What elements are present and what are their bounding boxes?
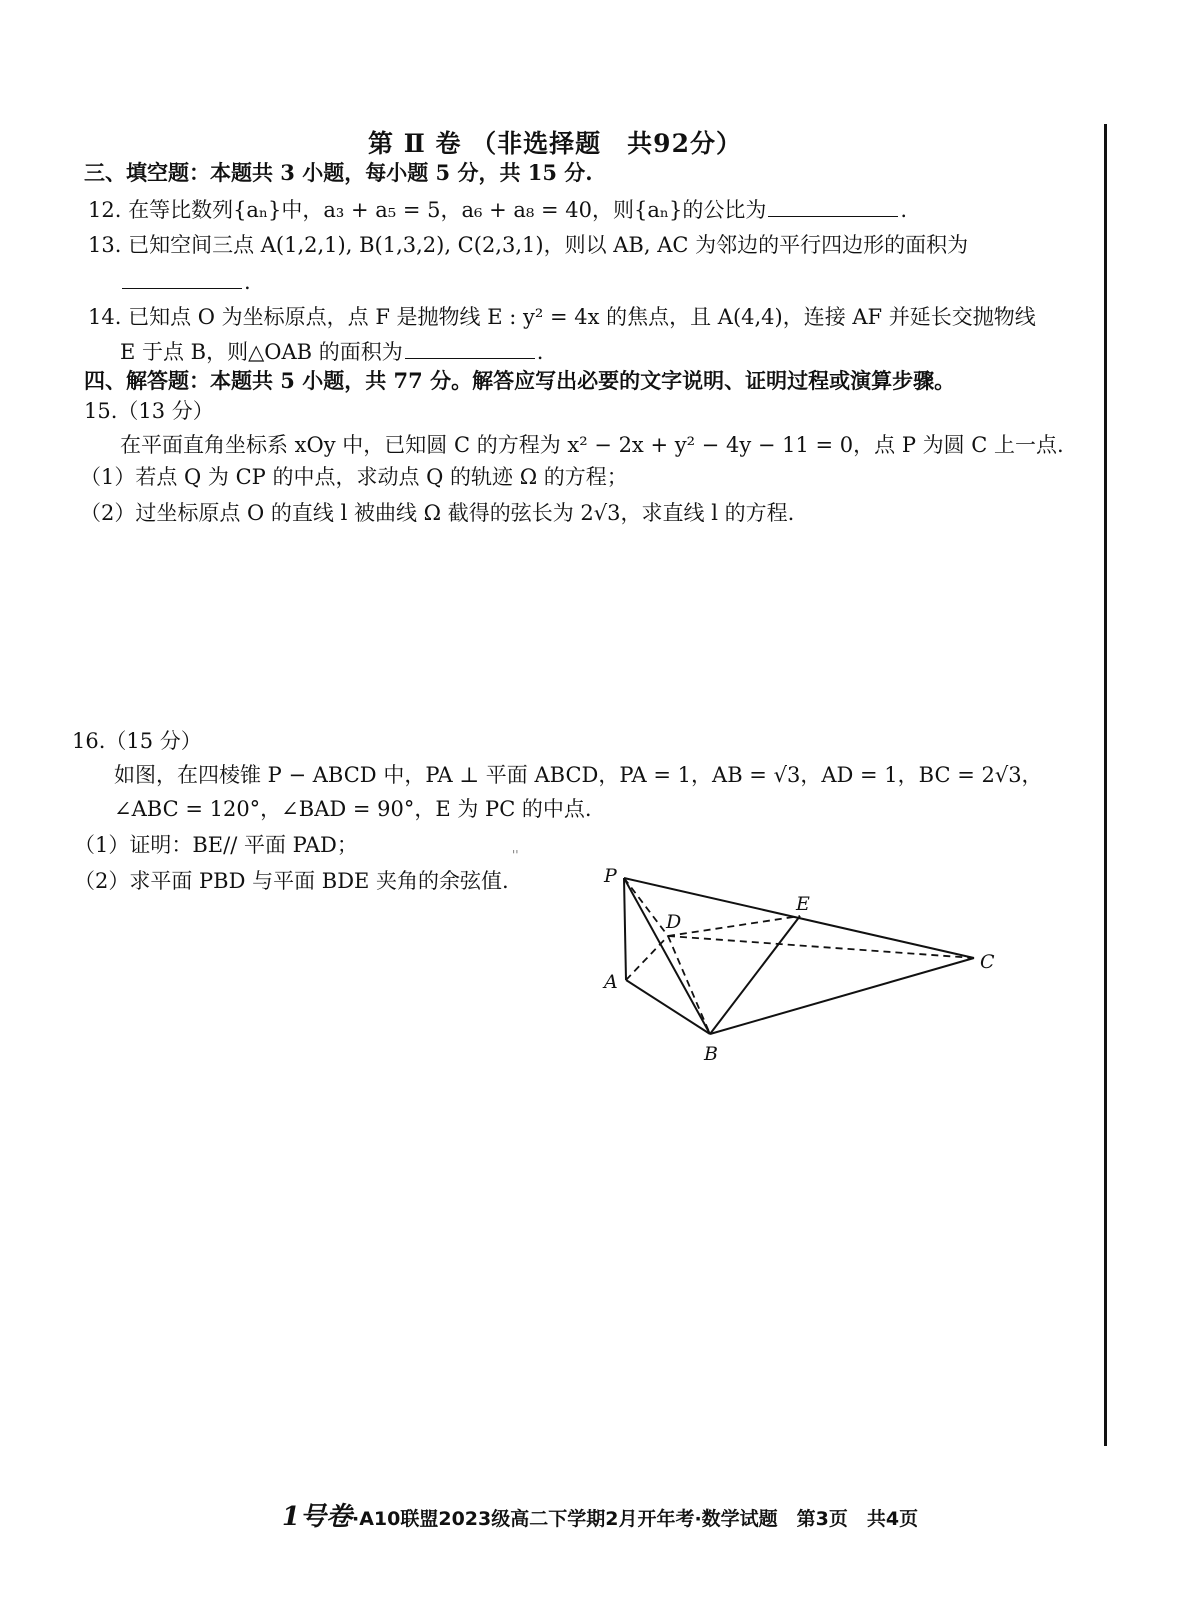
question-14-line1: 14. 已知点 O 为坐标原点，点 F 是抛物线 E : y² = 4x 的焦点，且 A(4,4)，连接 AF 并延长交抛物线 xyxy=(88,305,1036,329)
edge-DB xyxy=(668,936,710,1034)
label-B: B xyxy=(704,1043,718,1065)
question-12-end: . xyxy=(900,198,908,222)
section-3-heading: 三、填空题：本题共 3 小题，每小题 5 分，共 15 分. xyxy=(84,160,593,185)
edge-BC xyxy=(710,958,974,1034)
question-14-line2: E 于点 B，则△OAB 的面积为 xyxy=(120,340,403,364)
edge-PB xyxy=(624,878,710,1034)
question-14-end: . xyxy=(536,340,544,364)
page-footer xyxy=(0,1496,1200,1533)
section-4-heading: 四、解答题：本题共 5 小题，共 77 分。解答应写出必要的文字说明、证明过程或演算步骤。 xyxy=(84,368,956,393)
edge-PA xyxy=(624,878,626,980)
edge-AB xyxy=(626,980,710,1034)
margin-rule xyxy=(1104,124,1107,1446)
question-16-head: 16.（15 分） xyxy=(72,729,202,753)
question-13-answer xyxy=(120,266,251,297)
edge-AD xyxy=(626,936,668,980)
label-C: C xyxy=(980,951,995,973)
edge-DE xyxy=(668,916,800,936)
part-title: 第 Ⅱ 卷 （非选择题 共92分） xyxy=(368,129,742,158)
label-A: A xyxy=(604,971,618,993)
question-15-part2: （2）过坐标原点 O 的直线 l 被曲线 Ω 截得的弦长为 2√3，求直线 l 的方程. xyxy=(80,501,795,525)
question-15-head: 15.（13 分） xyxy=(84,399,214,423)
question-13 xyxy=(88,230,968,260)
label-P: P xyxy=(604,865,617,887)
footer-text: ·A10联盟2023级高二下学期2月开年考·数学试题 第3页 共4页 xyxy=(351,1508,919,1530)
question-13-end: . xyxy=(244,270,251,294)
question-16-stem-2: ∠ABC = 120°，∠BAD = 90°，E 为 PC 的中点. xyxy=(114,797,592,821)
label-D: D xyxy=(666,911,682,933)
question-12-text: 12. 在等比数列{aₙ}中，a₃ + a₅ = 5，a₆ + a₈ = 40，则{aₙ}的公比为 xyxy=(88,198,767,222)
question-14 xyxy=(88,302,1036,332)
question-13-text: 13. 已知空间三点 A(1,2,1), B(1,3,2), C(2,3,1)，则以 AB, AC 为邻边的平行四边形的面积为 xyxy=(88,233,969,257)
question-15-part1: （1）若点 Q 为 CP 的中点，求动点 Q 的轨迹 Ω 的方程； xyxy=(80,465,628,489)
question-16-stem-1: 如图，在四棱锥 P − ABCD 中，PA ⊥ 平面 ABCD，PA = 1，AB = √3，AD = 1，BC = 2√3， xyxy=(114,763,1043,787)
label-E: E xyxy=(796,893,810,915)
question-12 xyxy=(88,194,907,225)
answer-blank-14 xyxy=(405,336,535,359)
brand-logo: 1号卷 xyxy=(281,1502,352,1532)
question-16-part1: （1）证明：BE// 平面 PAD； xyxy=(74,833,358,857)
edge-BE xyxy=(710,916,800,1034)
stray-mark: '' xyxy=(512,848,519,862)
question-15-stem: 在平面直角坐标系 xOy 中，已知圆 C 的方程为 x² − 2x + y² − 4y − 11 = 0，点 P 为圆 C 上一点. xyxy=(120,433,1064,457)
question-16-part2: （2）求平面 PBD 与平面 BDE 夹角的余弦值. xyxy=(74,869,509,893)
pyramid-figure xyxy=(596,858,1016,1078)
answer-blank-13 xyxy=(122,266,242,289)
question-14-cont xyxy=(120,336,543,367)
answer-blank-12 xyxy=(768,194,898,217)
